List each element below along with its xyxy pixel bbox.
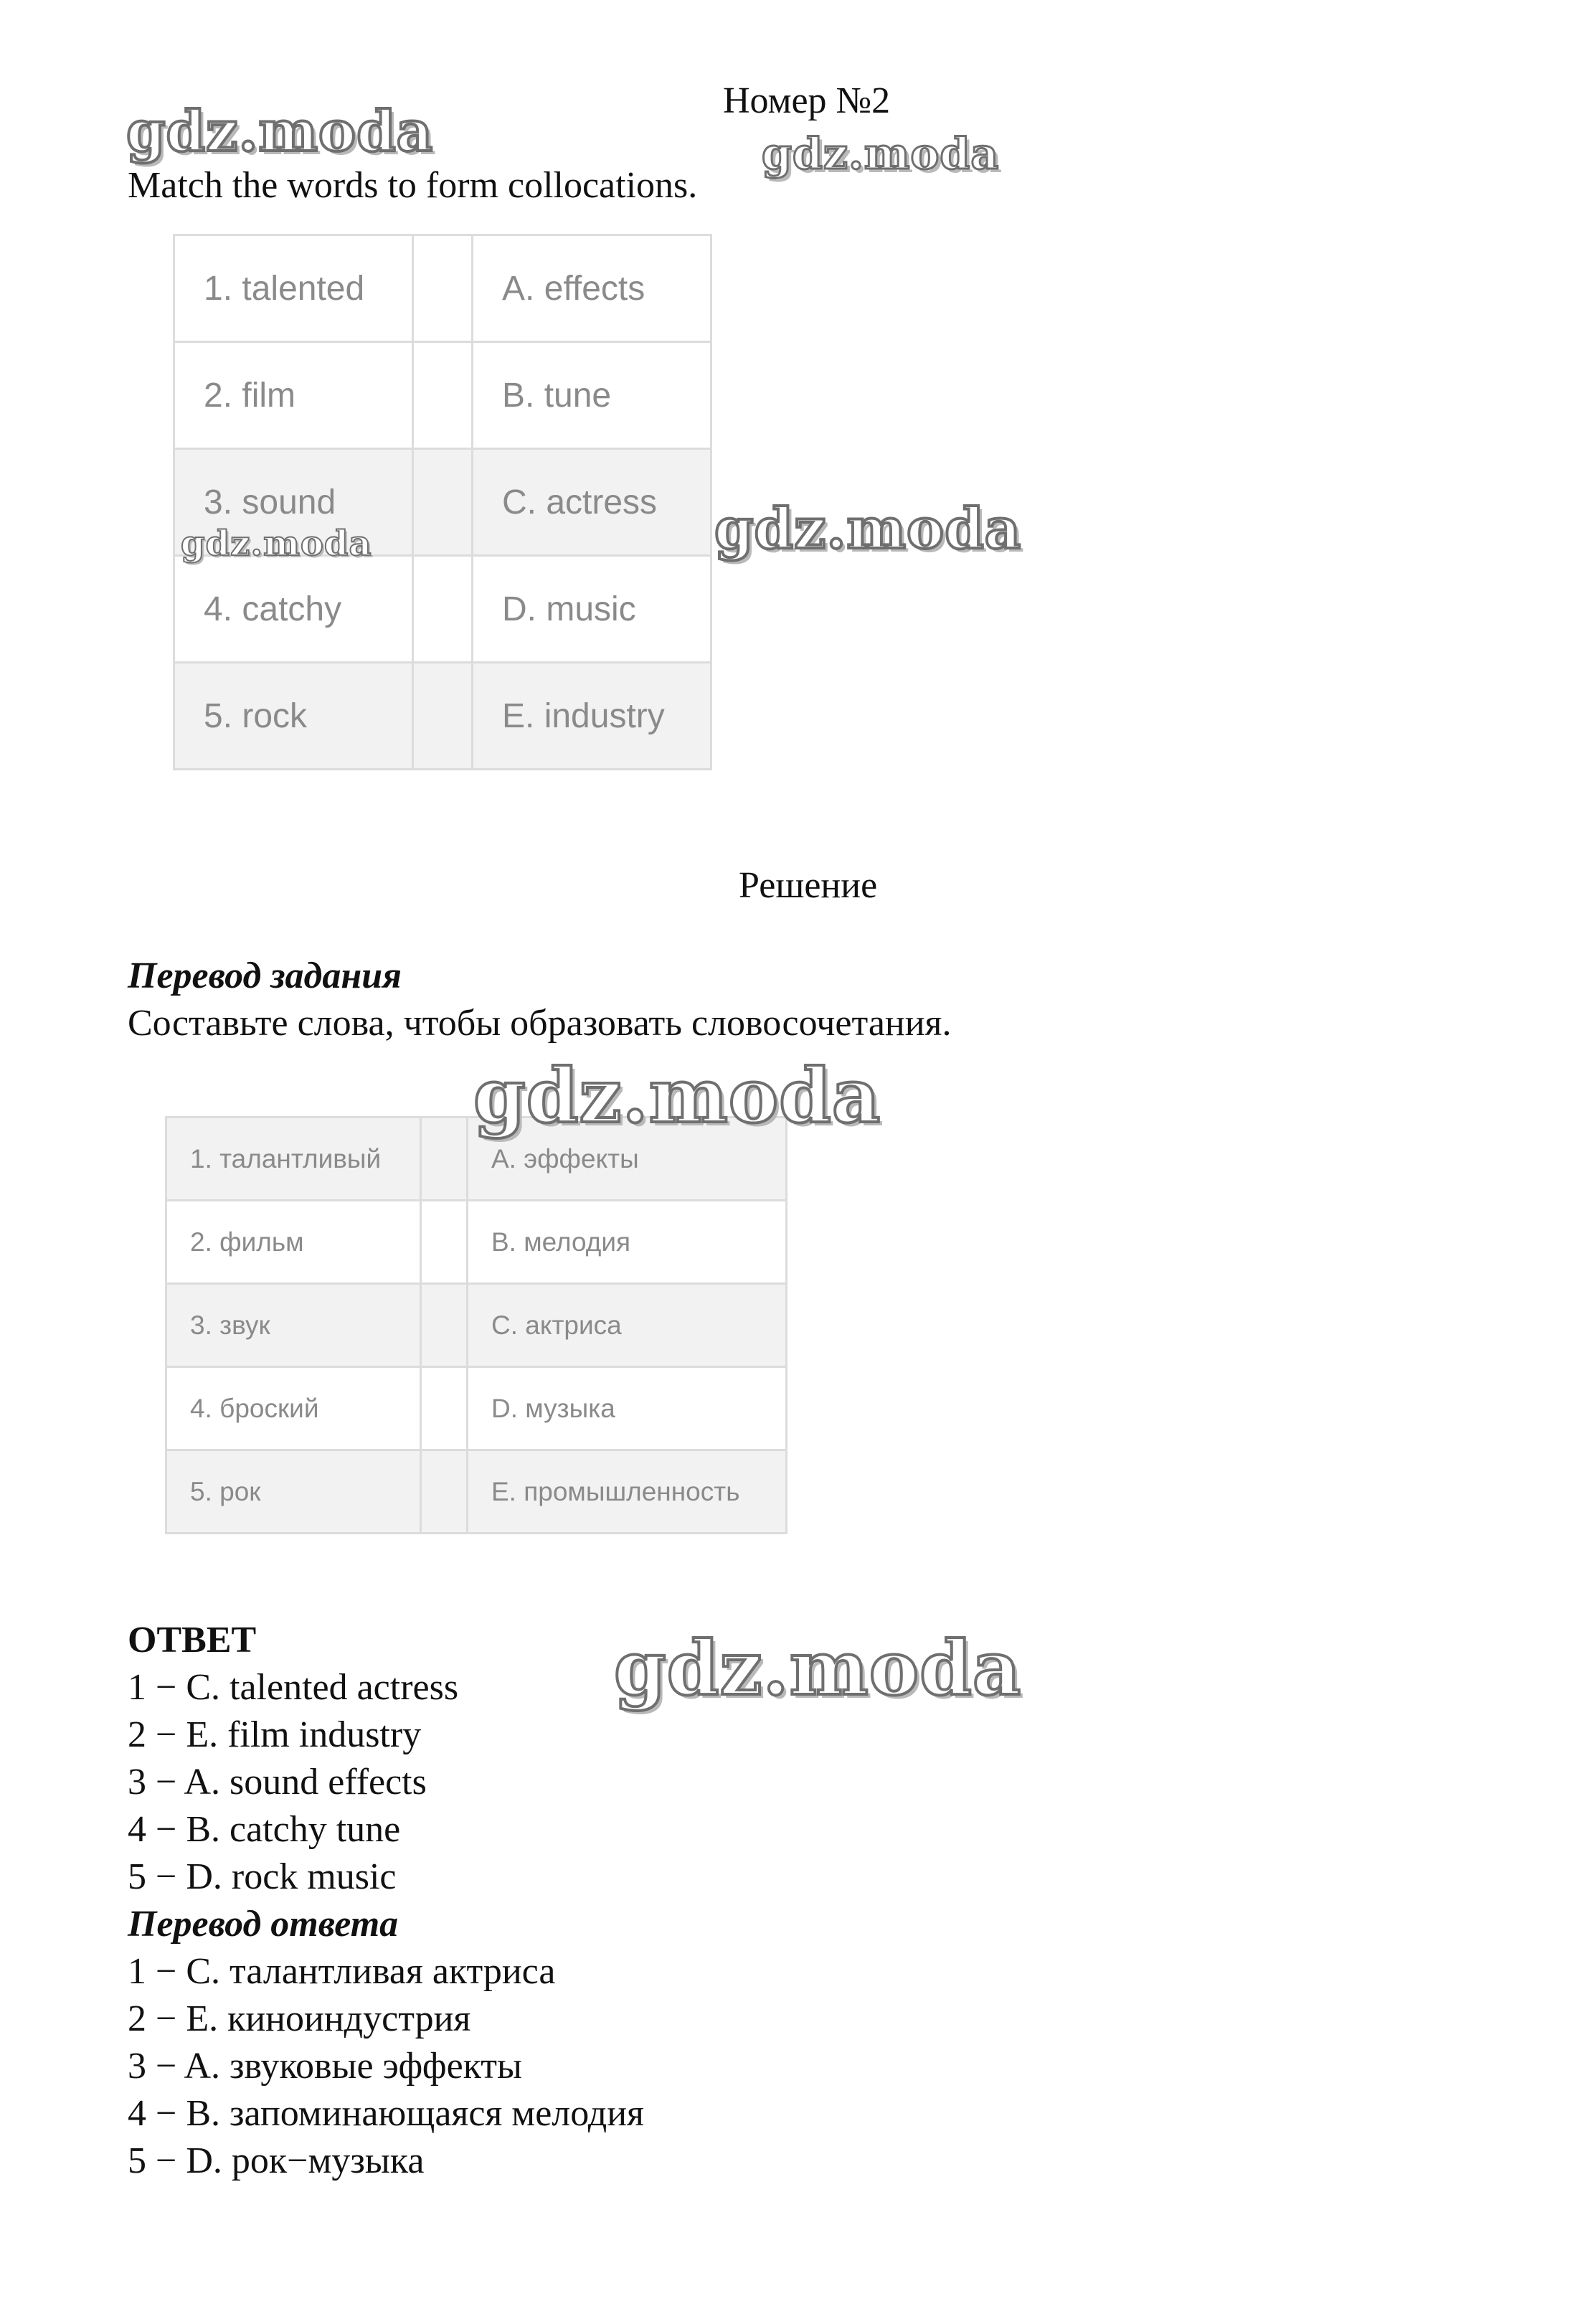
table-cell-right: C. актриса <box>468 1284 787 1367</box>
answer-line: 5 − D. rock music <box>128 1856 397 1897</box>
answer-translation-line: 2 − E. киноиндустрия <box>128 1998 471 2039</box>
table-row <box>166 1367 787 1450</box>
answer-line: 4 − B. catchy tune <box>128 1809 401 1850</box>
table-cell-empty <box>413 449 473 556</box>
table-cell-right: B. tune <box>473 342 711 449</box>
table-cell-empty <box>413 556 473 663</box>
answer-line: 2 − E. film industry <box>128 1714 422 1755</box>
table-cell-empty <box>413 342 473 449</box>
table-row <box>174 556 711 663</box>
answer-heading: ОТВЕТ <box>128 1620 257 1661</box>
table-row <box>174 342 711 449</box>
table-cell-empty <box>421 1450 468 1534</box>
table-cell-empty <box>413 235 473 342</box>
table-cell-empty <box>421 1201 468 1284</box>
table-cell-left: 1. талантливый <box>166 1118 421 1201</box>
table-cell-right: B. мелодия <box>468 1201 787 1284</box>
table-cell-left: 2. film <box>174 342 413 449</box>
table-cell-left: 3. звук <box>166 1284 421 1367</box>
answer-line: 3 − A. sound effects <box>128 1762 427 1803</box>
task-table <box>173 234 712 770</box>
answer-translation-line: 1 − C. талантливая актриса <box>128 1951 556 1992</box>
watermark: gdz.moda <box>762 129 1000 179</box>
table-cell-left: 5. rock <box>174 663 413 770</box>
table-cell-left: 5. рок <box>166 1450 421 1534</box>
watermark: gdz.moda <box>714 496 1022 562</box>
table-cell-right: A. эффекты <box>468 1118 787 1201</box>
table-cell-right: C. actress <box>473 449 711 556</box>
answer-translation-line: 3 − A. звуковые эффекты <box>128 2046 522 2087</box>
table-cell-left: 4. броский <box>166 1367 421 1450</box>
watermark: gdz.moda <box>473 1052 881 1140</box>
answer-line: 1 − C. talented actress <box>128 1667 459 1708</box>
table-cell-left: 3. sound <box>174 449 413 556</box>
watermark: gdz.moda <box>126 99 434 164</box>
watermark: gdz.moda <box>181 524 372 564</box>
watermark: gdz.moda <box>614 1624 1022 1712</box>
table-row <box>166 1284 787 1367</box>
translation-heading: Перевод задания <box>128 955 402 996</box>
table-cell-empty <box>413 663 473 770</box>
translation-table <box>165 1116 787 1534</box>
table-cell-right: D. музыка <box>468 1367 787 1450</box>
answer-translation-line: 5 − D. рок−музыка <box>128 2140 425 2181</box>
table-cell-empty <box>421 1118 468 1201</box>
table-cell-empty <box>421 1284 468 1367</box>
table-cell-right: D. music <box>473 556 711 663</box>
answer-translation-heading: Перевод ответа <box>128 1904 399 1945</box>
translation-text: Составьте слова, чтобы образовать словосочетания. <box>128 1003 952 1044</box>
page-number-title: Номер №2 <box>723 80 891 121</box>
table-cell-right: E. промышленность <box>468 1450 787 1534</box>
table-cell-left: 1. talented <box>174 235 413 342</box>
table-row <box>166 1450 787 1534</box>
table-row <box>166 1201 787 1284</box>
table-cell-right: A. effects <box>473 235 711 342</box>
table-row <box>174 663 711 770</box>
table-row <box>174 235 711 342</box>
table-cell-left: 4. catchy <box>174 556 413 663</box>
solution-heading: Решение <box>739 865 878 906</box>
task-instruction: Match the words to form collocations. <box>128 165 698 206</box>
table-cell-empty <box>421 1367 468 1450</box>
table-cell-left: 2. фильм <box>166 1201 421 1284</box>
answer-translation-line: 4 − B. запоминающаяся мелодия <box>128 2093 644 2134</box>
table-cell-right: E. industry <box>473 663 711 770</box>
